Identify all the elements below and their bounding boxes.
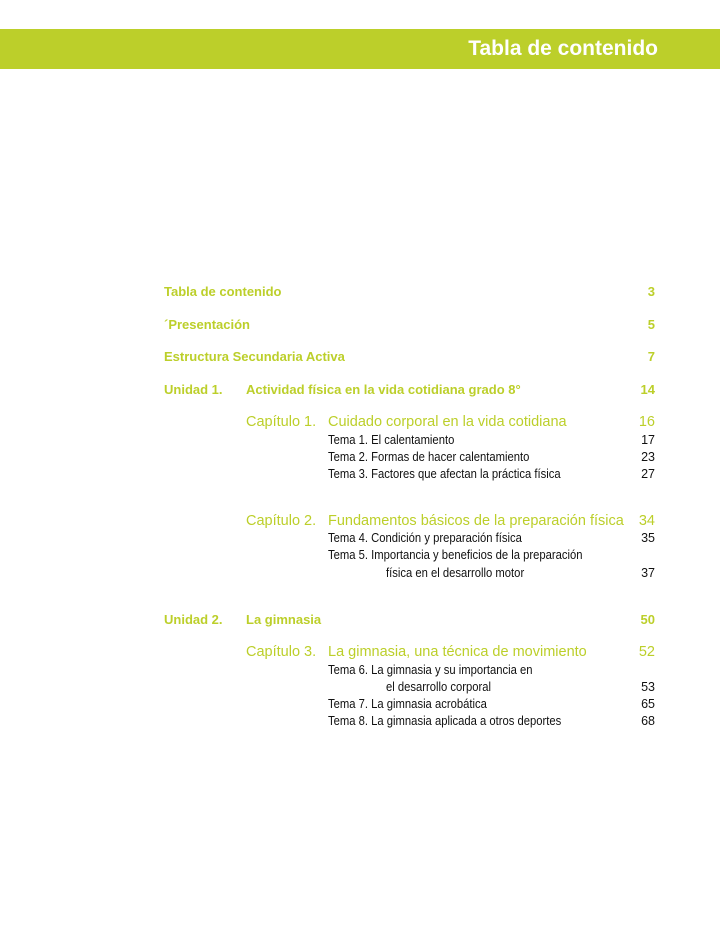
toc-tema-6[interactable]: [164, 661, 655, 679]
chapter-page: 16: [638, 414, 655, 430]
tema-label: Tema 1.: [328, 433, 369, 447]
toc-tema-5[interactable]: [164, 546, 655, 564]
toc-tema-5-cont[interactable]: [164, 564, 655, 582]
unit-title: La gimnasia: [246, 612, 322, 627]
tema-title: Condición y preparación física: [371, 531, 522, 545]
tema-page: 17: [641, 433, 655, 447]
chapter-label: Capítulo 2.: [246, 513, 317, 529]
tema-text: [328, 546, 583, 564]
toc-entry-tabla[interactable]: [164, 283, 655, 301]
tema-label: Tema 7.: [328, 697, 369, 711]
toc-tema-7[interactable]: [164, 695, 655, 713]
tema-text: [328, 465, 561, 483]
tema-title: La gimnasia aplicada a otros deportes: [371, 714, 562, 728]
tema-text: [328, 448, 529, 466]
tema-text: [328, 712, 561, 730]
chapter-label: Capítulo 1.: [246, 414, 317, 430]
tema-page: 37: [641, 566, 655, 580]
tema-label: Tema 2.: [328, 450, 369, 464]
tema-title: Importancia y beneficios de la preparación: [371, 548, 583, 562]
tema-text: [328, 661, 532, 679]
toc-tema-6-cont[interactable]: [164, 678, 655, 696]
unit-title: Actividad física en la vida cotidiana grado 8°: [246, 382, 521, 397]
tema-title: Formas de hacer calentamiento: [371, 450, 530, 464]
toc-chapter-2[interactable]: [164, 512, 655, 530]
tema-text: [328, 431, 454, 449]
unit-label: Unidad 2.: [164, 612, 223, 627]
tema-text: [328, 695, 487, 713]
toc-unit-1[interactable]: [164, 381, 655, 399]
toc-entry-title: ´Presentación: [164, 317, 250, 332]
toc-entry-estructura[interactable]: [164, 348, 655, 366]
tema-label: Tema 4.: [328, 531, 369, 545]
tema-label: Tema 8.: [328, 714, 369, 728]
toc-chapter-3[interactable]: [164, 643, 655, 661]
toc-tema-8[interactable]: [164, 712, 655, 730]
tema-title: Factores que afectan la práctica física: [371, 467, 561, 481]
page-title: Tabla de contenido: [468, 37, 658, 60]
unit-page: 14: [640, 382, 655, 397]
toc-tema-4[interactable]: [164, 529, 655, 547]
tema-text: [328, 529, 522, 547]
tema-title-continuation: el desarrollo corporal: [386, 680, 492, 694]
chapter-title: Fundamentos básicos de la preparación física: [328, 513, 624, 529]
chapter-title: La gimnasia, una técnica de movimiento: [328, 644, 587, 660]
toc-tema-1[interactable]: [164, 431, 655, 449]
toc-entry-page: 5: [647, 317, 655, 332]
chapter-label: Capítulo 3.: [246, 644, 317, 660]
tema-title-continuation: física en el desarrollo motor: [386, 566, 525, 580]
tema-title: El calentamiento: [371, 433, 455, 447]
tema-page: 53: [641, 680, 655, 694]
toc-entry-title: Estructura Secundaria Activa: [164, 349, 345, 364]
tema-title: La gimnasia y su importancia en: [371, 663, 533, 677]
toc-entry-page: 3: [647, 284, 655, 299]
tema-page: 27: [641, 467, 655, 481]
toc-entry-presentacion[interactable]: [164, 316, 655, 334]
tema-label: Tema 6.: [328, 663, 369, 677]
toc-entry-title: Tabla de contenido: [164, 284, 282, 299]
chapter-page: 34: [638, 513, 655, 529]
unit-label: Unidad 1.: [164, 382, 223, 397]
chapter-title: Cuidado corporal en la vida cotidiana: [328, 414, 567, 430]
toc-tema-3[interactable]: [164, 465, 655, 483]
tema-page: 35: [641, 531, 655, 545]
toc-chapter-1[interactable]: [164, 413, 655, 431]
tema-page: 23: [641, 450, 655, 464]
chapter-page: 52: [638, 644, 655, 660]
toc-unit-2[interactable]: [164, 611, 655, 629]
tema-page: 68: [641, 714, 655, 728]
tema-label: Tema 3.: [328, 467, 369, 481]
unit-page: 50: [640, 612, 655, 627]
tema-page: 65: [641, 697, 655, 711]
tema-label: Tema 5.: [328, 548, 369, 562]
toc-entry-page: 7: [647, 349, 655, 364]
tema-title: La gimnasia acrobática: [371, 697, 487, 711]
toc-tema-2[interactable]: [164, 448, 655, 466]
